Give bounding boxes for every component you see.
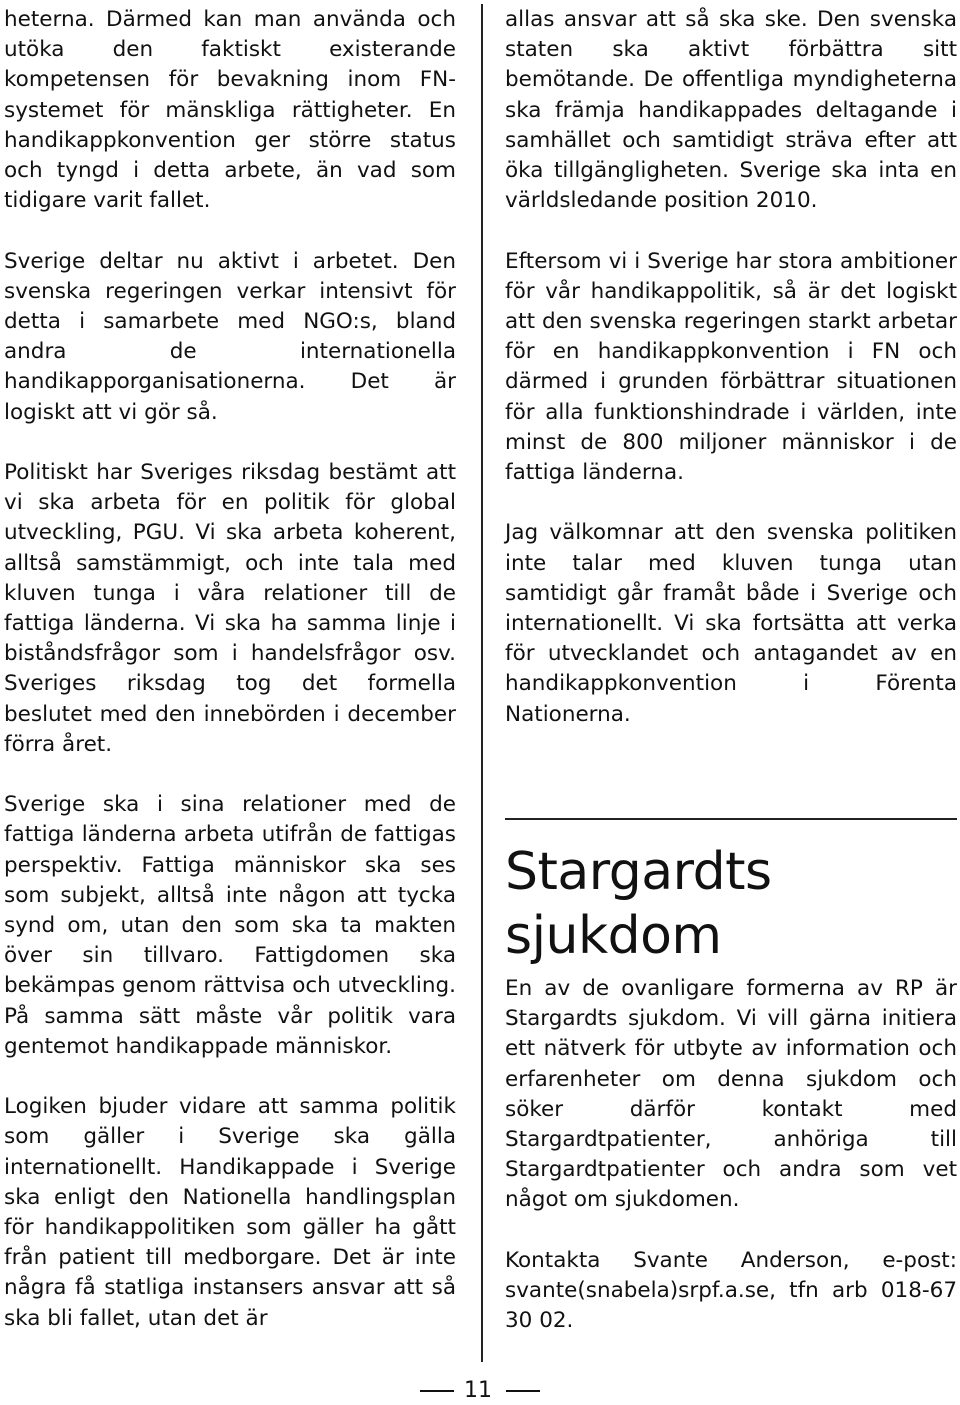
stargardts-intro-paragraph: En av de ovanligare formerna av RP är Stargardts sjukdom. Vi vill gärna initiera ett nätverk för utbyte av information och erfarenheter om denna sjukdom och söker därför kontakt med Stargardtpatienter, anhöriga till Stargardtpatienter och andra som vet något om sjukdomen. (505, 976, 957, 1213)
column-divider (481, 4, 483, 1362)
stargardts-contact-paragraph: Kontakta Svante Anderson, e-post: svante(snabela)srpf.a.se, tfn arb 018-67 30 02. (505, 1247, 957, 1334)
left-paragraph-4: Sverige ska i sina relationer med de fattiga länderna arbeta utifrån de fattigas perspektiv. Fattiga människor ska ses som subjekt, alltså inte någon att tycka synd om, utan den som ska ta makten över sin tillvaro. Fattigdomen ska bekämpas genom rättvisa och utveckling. På samma sätt måste vår politik vara gentemot handikappade människor. (4, 792, 456, 1059)
right-text-column (505, 0, 957, 760)
left-paragraph-1: heterna. Därmed kan man använda och utöka den faktiskt existerande kompetensen för bevakning inom FN-systemet för mänskliga rättigheter. En handikappkonvention ger större status och tyngd i detta arbete, än vad som tidigare varit fallet. (4, 7, 456, 214)
page-footer (0, 1378, 960, 1404)
right-paragraph-1: allas ansvar att så ska ske. Den svenska staten ska aktivt förbättra sitt bemötande. De offentliga myndigheterna ska främja handikappades deltagande i samhället och samtidigt sträva efter att öka tillgängligheten. Sverige ska inta en världsledande position 2010. (505, 7, 957, 214)
stargardts-heading: Stargardts sjukdom (505, 842, 772, 966)
stargardts-section (505, 974, 957, 1367)
right-paragraph-3: Jag välkomnar att den svenska politiken inte talar med kluven tunga utan samtidigt går framåt både i Sverige och internationellt. Vi ska fortsätta att verka för utvecklandet och antagandet av en handikappkonvention i Förenta Nationerna. (505, 520, 957, 727)
left-paragraph-5: Logiken bjuder vidare att samma politik som gäller i Sverige ska gälla internationellt. Handikappade i Sverige ska enligt den Nationella handlingsplan för handikappolitiken som gäller ha gått från patient till medborgare. Det är inte några få statliga instansers ansvar att så ska bli fallet, utan det är (4, 1094, 456, 1331)
footer-dash-right (506, 1390, 540, 1392)
left-text-column (4, 0, 456, 1364)
left-paragraph-3: Politiskt har Sveriges riksdag bestämt att vi ska arbeta för en politik för global utveckling, PGU. Vi ska arbeta koherent, alltså samstämmigt, och inte tala med kluven tunga i våra relationer till de fattiga länderna. Vi ska ha samma linje i biståndsfrågor som i handelsfrågor osv. Sveriges riksdag tog det formella beslutet med den innebörden i december förra året. (4, 460, 456, 757)
left-paragraph-2: Sverige deltar nu aktivt i arbetet. Den svenska regeringen verkar intensivt för detta i samarbete med NGO:s, bland andra de internationella handikapporganisationerna. Det är logiskt att vi gör så. (4, 248, 456, 425)
right-paragraph-2: Eftersom vi i Sverige har stora ambitioner för vår handikappolitik, så är det logiskt att den svenska regeringen starkt arbetar för en handikappkonvention i FN och därmed i grunden förbättrar situationen för alla funktionshindrade i världen, inte minst de 800 miljoner människor i de fattiga länderna. (505, 248, 957, 486)
section-divider (505, 818, 957, 820)
page-number: 11 (464, 1378, 492, 1403)
footer-dash-left (420, 1390, 454, 1392)
